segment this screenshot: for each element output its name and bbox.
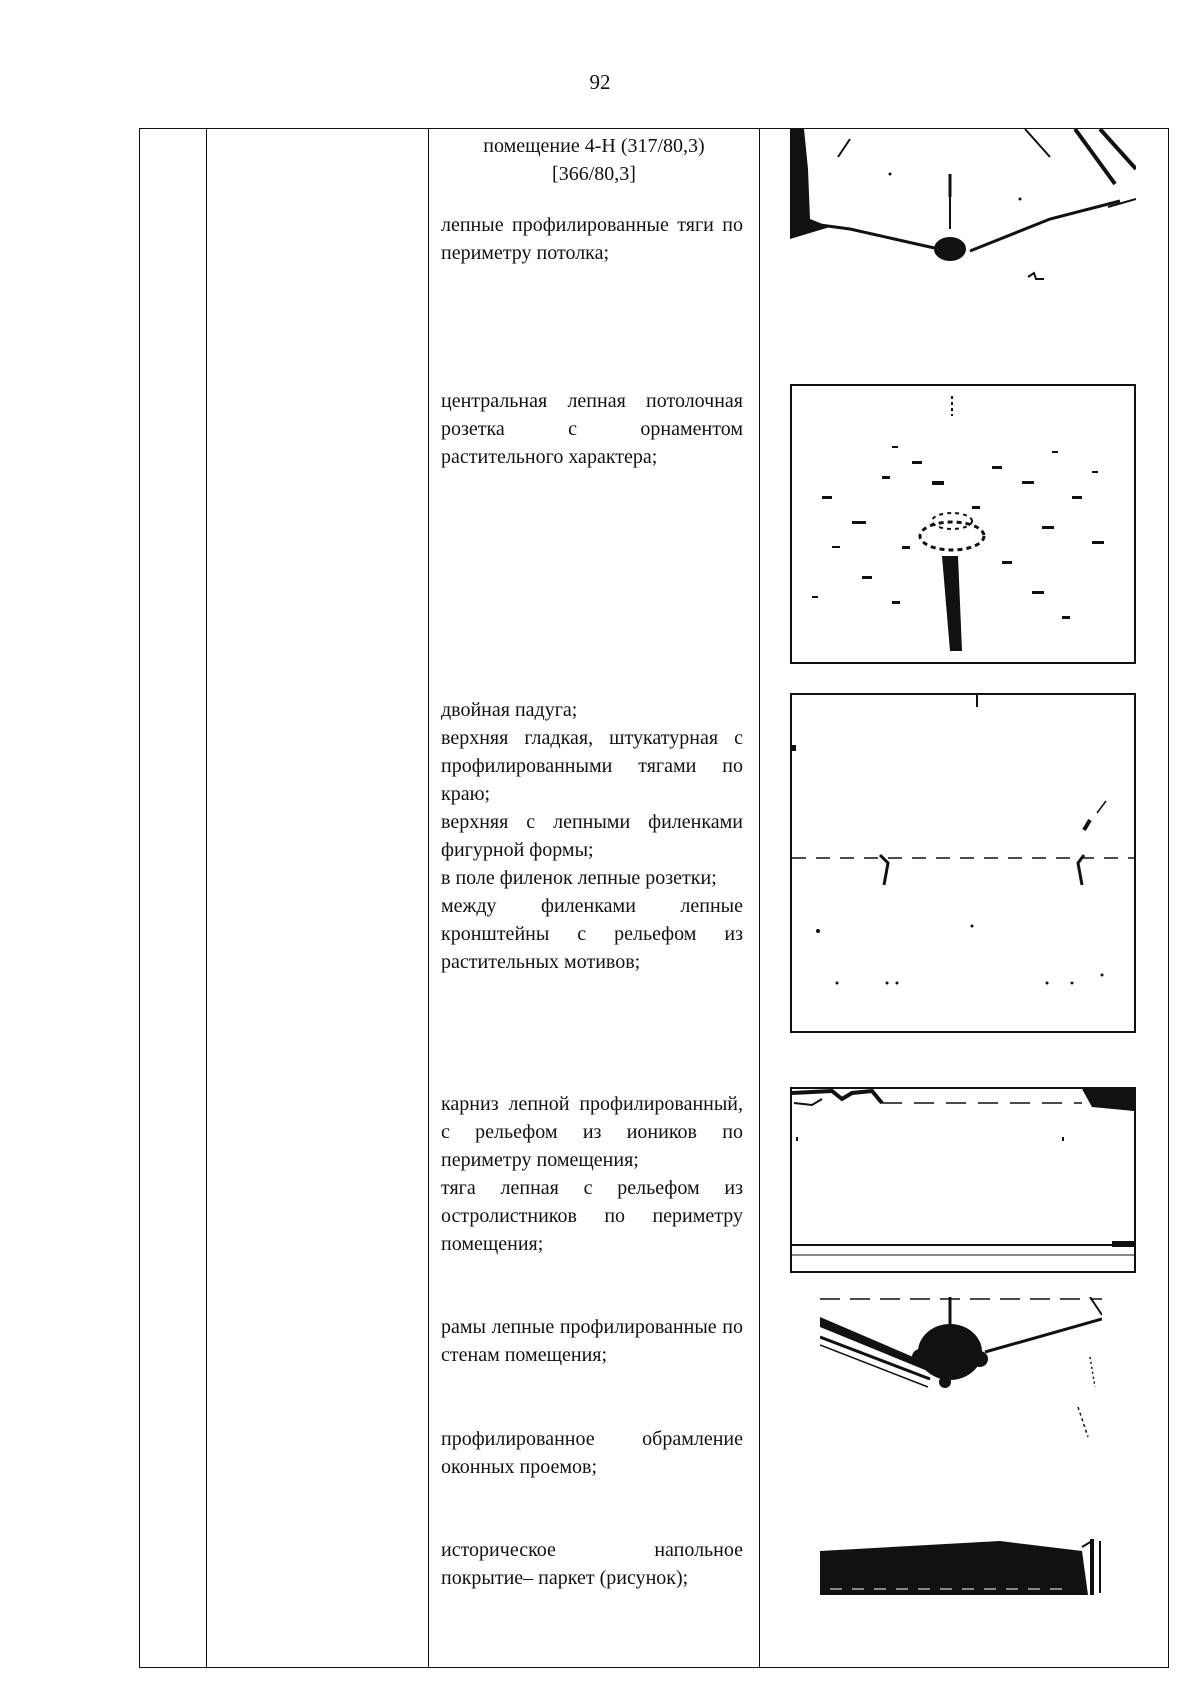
description-cell [429, 129, 760, 1668]
item-text: карниз лепной профилированный, с рельефом из иоников по периметру помещения; [441, 1093, 743, 1171]
item-text: центральная лепная потолочная розетка с орнаментом растительного характера; [441, 390, 743, 468]
item-text: историческое напольное покрытие– паркет (рисунок); [441, 1539, 743, 1589]
item-wall-frames [441, 1313, 743, 1369]
item-text: двойная падуга; [441, 699, 578, 721]
room-title [429, 132, 759, 188]
item-text: рамы лепные профилированные по стенам помещения; [441, 1316, 743, 1366]
item-text: профилированное обрамление оконных проемов; [441, 1428, 743, 1478]
item-text: в поле филенок лепные розетки; [441, 867, 717, 889]
item-window-frames [441, 1425, 743, 1481]
item-text: лепные профилированные тяги по периметру потолка; [441, 214, 743, 264]
name-cell [207, 129, 429, 1668]
cornice-photo [790, 1087, 1136, 1273]
room-title-line: [366/80,3] [552, 163, 636, 185]
room-title-line: помещение 4-Н (317/80,3) [483, 135, 705, 157]
item-ceiling-moldings [441, 211, 743, 267]
item-text: верхняя с лепными филенками фигурной формы; [441, 811, 743, 861]
ceiling-rosette-photo [790, 384, 1136, 664]
item-text: тяга лепная с рельефом из остролистников по периметру помещения; [441, 1177, 743, 1255]
item-ceiling-rosette [441, 387, 743, 471]
table-row [140, 129, 1169, 1668]
coving-photo [790, 693, 1136, 1033]
parquet-floor-photo [820, 1537, 1102, 1597]
item-text: верхняя гладкая, штукатурная с профилированными тягами по краю; [441, 727, 743, 805]
ceiling-chandelier-photo [790, 129, 1136, 284]
item-cornice [441, 1090, 743, 1258]
wall-frames-photo [820, 1297, 1102, 1447]
item-double-coving [441, 696, 743, 976]
monument-table [139, 128, 1169, 1668]
page-number: 92 [589, 70, 611, 94]
item-text: между филенками лепные кронштейны с рельефом из растительных мотивов; [441, 895, 743, 973]
item-parquet [441, 1536, 743, 1592]
number-cell [140, 129, 207, 1668]
photo-cell [760, 129, 1169, 1668]
